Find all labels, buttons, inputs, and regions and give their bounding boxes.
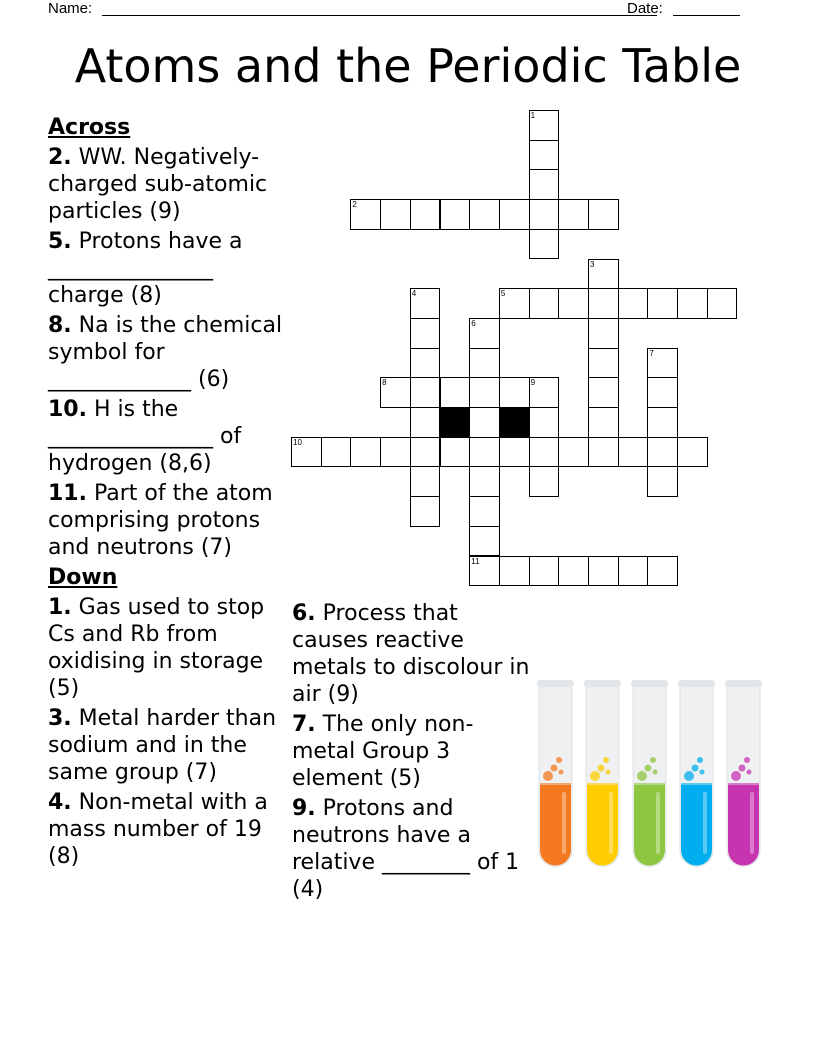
grid-cell[interactable] bbox=[529, 199, 560, 230]
grid-cell[interactable] bbox=[588, 407, 619, 438]
grid-cell-number: 6 bbox=[471, 318, 476, 328]
grid-cell[interactable] bbox=[380, 377, 411, 408]
grid-cell[interactable] bbox=[410, 437, 441, 468]
grid-cell[interactable] bbox=[529, 407, 560, 438]
grid-cell[interactable] bbox=[647, 437, 678, 468]
grid-cell[interactable] bbox=[647, 348, 678, 379]
clue-across-5: 5. Protons have a _______________ charge (8) bbox=[48, 229, 243, 308]
grid-cell[interactable] bbox=[410, 288, 441, 319]
grid-cell[interactable] bbox=[469, 199, 500, 230]
header bbox=[48, 0, 748, 20]
date-label: Date: bbox=[627, 0, 663, 17]
grid-cell[interactable] bbox=[647, 556, 678, 587]
across-heading: Across bbox=[48, 115, 131, 140]
clue-across-11: 11. Part of the atom comprising protons and neutrons (7) bbox=[48, 481, 273, 560]
clue-down-3: 3. Metal harder than sodium and in the same group (7) bbox=[48, 706, 277, 785]
grid-cell[interactable] bbox=[677, 437, 708, 468]
grid-cell[interactable] bbox=[529, 229, 560, 260]
grid-cell[interactable] bbox=[618, 556, 649, 587]
test-tube-icon bbox=[584, 680, 621, 867]
grid-cell[interactable] bbox=[499, 556, 530, 587]
grid-cell-blocked bbox=[440, 407, 471, 438]
grid-cell[interactable] bbox=[558, 288, 589, 319]
clues-column-left bbox=[48, 114, 283, 873]
clue-down-7: 7. The only non-metal Group 3 element (5) bbox=[292, 712, 474, 791]
grid-cell-number: 9 bbox=[530, 378, 536, 388]
grid-cell[interactable] bbox=[499, 199, 530, 230]
grid-cell[interactable] bbox=[588, 318, 619, 349]
grid-cell[interactable] bbox=[529, 288, 560, 319]
grid-cell[interactable] bbox=[558, 199, 589, 230]
clue-down-4: 4. Non-metal with a mass number of 19 (8) bbox=[48, 790, 268, 869]
grid-cell[interactable] bbox=[291, 437, 322, 468]
grid-cell[interactable] bbox=[410, 199, 441, 230]
grid-cell[interactable] bbox=[499, 377, 530, 408]
grid-cell[interactable] bbox=[707, 288, 738, 319]
grid-cell[interactable] bbox=[588, 199, 619, 230]
grid-cell[interactable] bbox=[350, 437, 381, 468]
grid-cell[interactable] bbox=[410, 407, 441, 438]
grid-cell[interactable] bbox=[677, 288, 708, 319]
grid-cell[interactable] bbox=[469, 466, 500, 497]
grid-cell[interactable] bbox=[410, 377, 441, 408]
grid-cell[interactable] bbox=[529, 556, 560, 587]
grid-cell[interactable] bbox=[321, 437, 352, 468]
grid-cell[interactable] bbox=[588, 377, 619, 408]
grid-cell[interactable] bbox=[410, 496, 441, 527]
grid-cell[interactable] bbox=[588, 556, 619, 587]
clue-across-2: 2. WW. Negatively-charged sub-atomic particles (9) bbox=[48, 145, 268, 224]
grid-cell-number: 11 bbox=[471, 556, 480, 566]
grid-cell[interactable] bbox=[469, 437, 500, 468]
grid-cell[interactable] bbox=[380, 437, 411, 468]
grid-cell-number: 2 bbox=[352, 200, 357, 210]
grid-cell[interactable] bbox=[440, 377, 471, 408]
grid-cell[interactable] bbox=[647, 288, 678, 319]
grid-cell[interactable] bbox=[469, 377, 500, 408]
grid-cell-number: 3 bbox=[590, 259, 595, 269]
grid-cell[interactable] bbox=[410, 348, 441, 379]
grid-cell-blocked bbox=[499, 407, 530, 438]
grid-cell-number: 10 bbox=[293, 437, 302, 447]
grid-cell[interactable] bbox=[588, 288, 619, 319]
grid-cell[interactable] bbox=[350, 199, 381, 230]
grid-cell[interactable] bbox=[529, 377, 560, 408]
grid-cell[interactable] bbox=[469, 318, 500, 349]
test-tube-icon bbox=[725, 680, 762, 867]
grid-cell[interactable] bbox=[499, 437, 530, 468]
clue-down-9: 9. Protons and neutrons have a relative ________ of 1 (4) bbox=[292, 796, 520, 902]
clue-across-10: 10. H is the _______________ of hydrogen (8,6) bbox=[48, 397, 242, 476]
test-tube-icon bbox=[678, 680, 715, 867]
grid-cell[interactable] bbox=[499, 288, 530, 319]
grid-cell[interactable] bbox=[647, 466, 678, 497]
grid-cell[interactable] bbox=[588, 437, 619, 468]
grid-cell[interactable] bbox=[469, 556, 500, 587]
grid-cell[interactable] bbox=[469, 526, 500, 557]
name-field[interactable] bbox=[102, 15, 657, 16]
grid-cell[interactable] bbox=[440, 199, 471, 230]
grid-cell[interactable] bbox=[618, 437, 649, 468]
grid-cell-number: 8 bbox=[382, 378, 387, 388]
clue-across-8: 8. Na is the chemical symbol for _____________ (6) bbox=[48, 313, 283, 392]
grid-cell[interactable] bbox=[380, 199, 411, 230]
grid-cell[interactable] bbox=[588, 348, 619, 379]
grid-cell-number: 1 bbox=[530, 111, 536, 120]
grid-cell[interactable] bbox=[469, 496, 500, 527]
clues-column-right bbox=[292, 600, 532, 906]
test-tube-icon bbox=[537, 680, 574, 867]
grid-cell[interactable] bbox=[529, 466, 560, 497]
clue-down-6: 6. Process that causes reactive metals to discolour in air (9) bbox=[292, 601, 530, 707]
clue-down-1: 1. Gas used to stop Cs and Rb from oxidising in storage (5) bbox=[48, 595, 265, 701]
grid-cell[interactable] bbox=[647, 407, 678, 438]
grid-cell[interactable] bbox=[469, 348, 500, 379]
grid-cell-number: 7 bbox=[649, 348, 654, 358]
grid-cell-number: 5 bbox=[500, 289, 506, 299]
grid-cell[interactable] bbox=[410, 318, 441, 349]
test-tube-icon bbox=[631, 680, 668, 867]
grid-cell[interactable] bbox=[558, 437, 589, 468]
grid-cell[interactable] bbox=[588, 259, 619, 290]
date-field[interactable] bbox=[673, 15, 740, 16]
grid-cell[interactable] bbox=[529, 437, 560, 468]
grid-cell[interactable] bbox=[440, 437, 471, 468]
down-heading: Down bbox=[48, 565, 118, 590]
test-tubes-illustration bbox=[536, 680, 766, 870]
page-title: Atoms and the Periodic Table bbox=[74, 39, 742, 93]
grid-cell[interactable] bbox=[558, 556, 589, 587]
grid-cell[interactable] bbox=[529, 140, 560, 171]
name-label: Name: bbox=[48, 0, 93, 17]
grid-cell[interactable] bbox=[529, 110, 560, 141]
grid-cell[interactable] bbox=[647, 377, 678, 408]
grid-cell[interactable] bbox=[410, 466, 441, 497]
grid-cell-number: 4 bbox=[411, 289, 417, 299]
grid-cell[interactable] bbox=[529, 169, 560, 200]
grid-cell[interactable] bbox=[469, 407, 500, 438]
grid-cell[interactable] bbox=[618, 288, 649, 319]
